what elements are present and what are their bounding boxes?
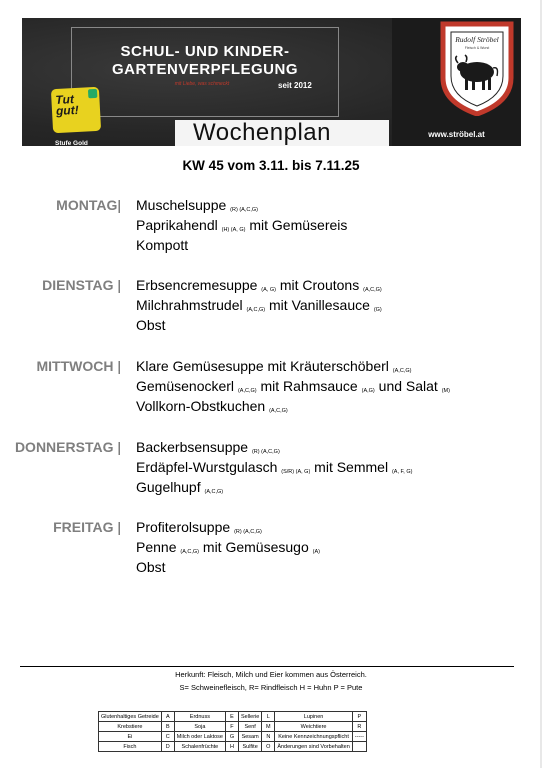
allergen-letter: F [225, 722, 238, 732]
allergen-letter: D [161, 742, 174, 752]
allergen-name: Änderungen sind Vorbehalten [275, 742, 352, 752]
dish-text: mit Vanillesauce [265, 297, 374, 313]
allergen-row [99, 712, 367, 722]
dish-text: Backerbsensuppe [136, 439, 252, 455]
dish-line [136, 559, 166, 575]
dish-text: Gugelhupf [136, 479, 205, 495]
allergen-letter: H [225, 742, 238, 752]
dish-text: Muschelsuppe [136, 197, 231, 213]
allergen-name: Lupinen [275, 712, 352, 722]
allergen-code: (R) (A,C,G) [251, 449, 280, 455]
allergen-name: Milch oder Laktose [174, 732, 225, 742]
day-name: FREITAG [53, 519, 114, 535]
allergen-code: (S/R) (A, G) [281, 469, 311, 475]
allergen-row [99, 732, 367, 742]
week-heading: KW 45 vom 3.11. bis 7.11.25 [182, 158, 360, 173]
dish-text: Penne [136, 539, 181, 555]
day-name: DIENSTAG [42, 277, 114, 293]
dish-text: Vollkorn-Obstkuchen [136, 398, 270, 414]
allergen-name: Glutenhaltiges Getreide [99, 712, 162, 722]
dish-text: Klare Gemüsesuppe mit Kräuterschöberl [136, 358, 393, 374]
day-label [42, 277, 121, 293]
dish-line [136, 519, 262, 535]
day-name: MONTAG [56, 197, 118, 213]
badge-text-line1: Tut [55, 92, 75, 108]
allergen-code: (A,C,G) [246, 307, 266, 313]
dish-line [136, 439, 280, 455]
dish-line [136, 378, 450, 394]
footer-rule [20, 666, 514, 667]
dish-line [136, 358, 411, 374]
allergen-letter: B [161, 722, 174, 732]
allergen-letter: A [161, 712, 174, 722]
allergen-name: Erdnuss [174, 712, 225, 722]
day-separator: | [113, 519, 121, 535]
dish-text: Paprikahendl [136, 217, 222, 233]
logo-website: www.ströbel.at [428, 130, 485, 139]
allergen-row [99, 722, 367, 732]
day-separator: | [117, 197, 121, 213]
allergen-name: Krebstiere [99, 722, 162, 732]
allergen-letter: L [262, 712, 275, 722]
dish-text: Erbsencremesuppe [136, 277, 262, 293]
dish-line [136, 277, 382, 293]
meat-legend: S= Schweinefleisch, R= Rindfleisch H = Huhn P = Pute [179, 683, 363, 692]
allergen-code: (A, G) [261, 287, 276, 293]
title-box [175, 120, 389, 146]
allergen-letter: P [352, 712, 366, 722]
tut-gut-badge [51, 87, 101, 133]
badge-corner-icon [88, 89, 97, 98]
dish-text: mit Croutons [275, 277, 364, 293]
day-label [36, 358, 121, 374]
allergen-name: Soja [174, 722, 225, 732]
dish-text: Profiterolsuppe [136, 519, 235, 535]
badge-text-line2: gut! [55, 102, 80, 119]
allergen-letter: E [225, 712, 238, 722]
banner-title-line2: GARTENVERPFLEGUNG [111, 61, 298, 78]
day-name: MITTWOCH [36, 358, 114, 374]
allergen-code: (A,C,G) [269, 408, 288, 414]
day-separator: | [113, 358, 121, 374]
allergen-letter [352, 742, 366, 752]
allergen-code: (R) (A,C,G) [234, 529, 262, 535]
dish-text: Kompott [136, 237, 189, 253]
dish-text: Obst [136, 559, 166, 575]
allergen-code: (A,C,G) [204, 489, 224, 495]
allergen-letter: N [262, 732, 275, 742]
allergen-code: (M) [441, 388, 450, 394]
logo-name: Rudolf Ströbel [455, 35, 499, 44]
dish-text: mit Rahmsauce [256, 378, 362, 394]
day-separator: | [113, 277, 121, 293]
day-separator: | [113, 439, 121, 455]
allergen-letter: G [225, 732, 238, 742]
page-title: Wochenplan [193, 120, 331, 146]
allergen-name: Fisch [99, 742, 162, 752]
allergen-code: (A,C,G) [180, 549, 200, 555]
dish-line [136, 479, 223, 495]
dish-line [136, 398, 288, 414]
allergen-letter: ----- [352, 732, 366, 742]
allergen-code: (A,C,G) [237, 388, 257, 394]
dish-text: Gemüsenockerl [136, 378, 238, 394]
day-name: DONNERSTAG [14, 439, 114, 455]
dish-text: mit Gemüsesugo [199, 539, 313, 555]
allergen-table [98, 711, 367, 752]
allergen-code: (A,C,G) [363, 287, 382, 293]
allergen-name: Sesam [238, 732, 261, 742]
origin-note: Herkunft: Fleisch, Milch und Eier kommen aus Österreich. [175, 670, 367, 679]
dish-line [136, 459, 412, 475]
allergen-name: Senf [238, 722, 261, 732]
dish-text: Obst [136, 317, 166, 333]
dish-line [136, 217, 347, 233]
allergen-code: (H) (A, G) [221, 227, 246, 233]
dish-line [136, 539, 320, 555]
header-banner [22, 18, 521, 146]
allergen-code: (R) (A,C,G) [230, 207, 258, 213]
dish-text: und Salat [374, 378, 442, 394]
dish-line [136, 237, 188, 253]
banner-tagline: mit Liebe, was schmeckt [174, 81, 230, 87]
banner-title-line1: SCHUL- UND KINDER- [120, 43, 290, 60]
dish-line [136, 197, 258, 213]
allergen-letter: R [352, 722, 366, 732]
allergen-letter: M [262, 722, 275, 732]
allergen-letter: C [161, 732, 174, 742]
allergen-name: Schalenfrüchte [174, 742, 225, 752]
allergen-code: (A, F, G) [391, 469, 413, 475]
dish-text: Milchrahmstrudel [136, 297, 247, 313]
dish-line [136, 297, 382, 313]
badge-stage: Stufe Gold [55, 140, 88, 146]
allergen-name: Sulfite [238, 742, 261, 752]
allergen-row [99, 742, 367, 752]
allergen-code: (A,C,G) [392, 368, 412, 374]
day-label [53, 519, 121, 535]
dish-text: Erdäpfel-Wurstgulasch [136, 459, 282, 475]
allergen-name: Weichtiere [275, 722, 352, 732]
allergen-code: (A) [312, 549, 320, 555]
badge-text [55, 94, 79, 117]
allergen-code: (A,G) [361, 388, 375, 394]
day-label [56, 197, 121, 213]
dish-text: mit Semmel [310, 459, 392, 475]
banner-since: seit 2012 [278, 81, 312, 90]
allergen-code: (G) [373, 307, 382, 313]
dish-line [136, 317, 166, 333]
allergen-letter: O [262, 742, 275, 752]
logo-subtitle: Fleisch & Wurst [464, 46, 490, 50]
dish-text: mit Gemüsereis [245, 217, 348, 233]
stroebel-logo [437, 20, 517, 116]
allergen-name: Ei [99, 732, 162, 742]
day-label [15, 439, 121, 455]
allergen-name: Sellerie [238, 712, 261, 722]
allergen-name: Keine Kennzeichnungspflicht [275, 732, 352, 742]
